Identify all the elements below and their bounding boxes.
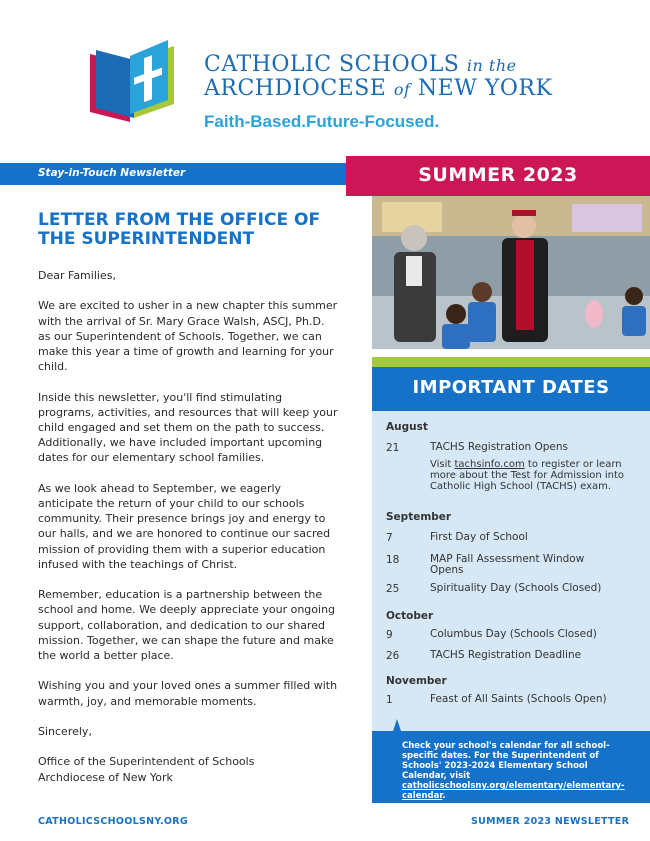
- callout-pre: Check your school's calendar for all school-specific dates. For the Superintendent of Schools' 2023-2024 Elementary School Calendar, visit: [402, 741, 610, 781]
- date-event: Spirituality Day (Schools Closed): [430, 582, 602, 594]
- letter-paragraph: We are excited to usher in a new chapter this summer with the arrival of Sr. Mary Grace Walsh, ASCJ, Ph.D. as our Superintendent of Schools. Together, we can make this year a time of growth and learning for your child.: [38, 299, 338, 374]
- dates-panel: [372, 411, 650, 731]
- logo-small-text: in the: [466, 56, 517, 75]
- tachs-note-post: to register or learn more about the Test for Admission into Catholic High School (TACHS) exam.: [430, 459, 625, 492]
- month-november: November: [386, 675, 447, 687]
- logo-main-text: ARCHDIOCESE: [204, 76, 387, 101]
- dates-accent-bar: [372, 357, 650, 367]
- logo-main-text: NEW YORK: [417, 76, 553, 101]
- letter-signature-line2: Archdiocese of New York: [38, 770, 173, 784]
- tachsinfo-link[interactable]: tachsinfo.com: [454, 459, 525, 470]
- dates-header: [372, 367, 650, 411]
- calendar-link[interactable]: catholicschoolsny.org/elementary/elementary-calendar: [402, 781, 625, 801]
- date-event: First Day of School: [430, 531, 528, 543]
- date-event: MAP Fall Assessment Window Opens: [430, 553, 585, 576]
- date-day: 7: [386, 532, 393, 544]
- logo-wordmark-line1: [204, 52, 517, 77]
- stay-in-touch-banner: [0, 163, 348, 185]
- letter-paragraph: Remember, education is a partnership between the school and home. We deeply appreciate your ongoing support, collaboration, and dedication to our shared mission. Together, we can shape the future and make the world a better place.: [38, 588, 336, 663]
- letter-signature-line1: Office of the Superintendent of Schools: [38, 755, 255, 769]
- date-day: 18: [386, 554, 400, 566]
- letter-body: [38, 268, 338, 785]
- footer-newsletter-label: SUMMER 2023 NEWSLETTER: [471, 816, 630, 827]
- logo-small-text: of: [393, 80, 411, 99]
- date-event: TACHS Registration Deadline: [430, 649, 582, 661]
- month-september: September: [386, 511, 452, 523]
- date-day: 26: [386, 650, 400, 662]
- month-october: October: [386, 610, 434, 622]
- letter-paragraph: Wishing you and your loved ones a summer filled with warmth, joy, and memorable moments.: [38, 679, 338, 708]
- date-day: 21: [386, 442, 400, 454]
- date-day: 25: [386, 583, 400, 595]
- logo-wordmark-line2: [204, 76, 552, 101]
- month-august: August: [386, 421, 428, 433]
- season-label: SUMMER 2023: [418, 164, 578, 186]
- date-day: 1: [386, 694, 393, 706]
- footer-website[interactable]: CATHOLICSCHOOLSNY.ORG: [38, 816, 188, 827]
- logo-book-cross-icon: [84, 34, 194, 126]
- letter-greeting: Dear Families,: [38, 269, 116, 282]
- letter-paragraph: Inside this newsletter, you'll find stimulating programs, activities, and resources that will keep your child engaged and set them on the path to success. Additionally, we have included important upcoming dates for our elementary school families.: [38, 390, 338, 465]
- tagline: Faith-Based.Future-Focused.: [204, 112, 440, 131]
- date-event: Feast of All Saints (Schools Open): [430, 693, 607, 705]
- logo-main-text: CATHOLIC SCHOOLS: [204, 52, 460, 77]
- calendar-callout-text: [402, 741, 625, 801]
- tachs-note-pre: Visit: [430, 459, 455, 470]
- letter-paragraph: As we look ahead to September, we eagerly anticipate the return of your child to our schools community. Their presence brings joy and energy to our halls, and we are honored to continue our sacred mission of providing them with a superior education infused with the teachings of Christ.: [38, 481, 331, 571]
- letter-title: LETTER FROM THE OFFICE OF THE SUPERINTENDENT: [38, 210, 321, 249]
- callout-pointer: [393, 719, 401, 731]
- dates-heading: IMPORTANT DATES: [412, 377, 610, 398]
- season-banner: [346, 156, 650, 196]
- date-day: 9: [386, 629, 393, 641]
- tachs-note: [430, 459, 626, 492]
- letter-closing: Sincerely,: [38, 725, 92, 738]
- date-event: TACHS Registration Opens: [430, 441, 568, 453]
- stay-in-touch-label: Stay-in-Touch Newsletter: [38, 167, 186, 179]
- classroom-photo: [372, 196, 650, 349]
- date-event: Columbus Day (Schools Closed): [430, 628, 597, 640]
- callout-post: .: [442, 791, 446, 801]
